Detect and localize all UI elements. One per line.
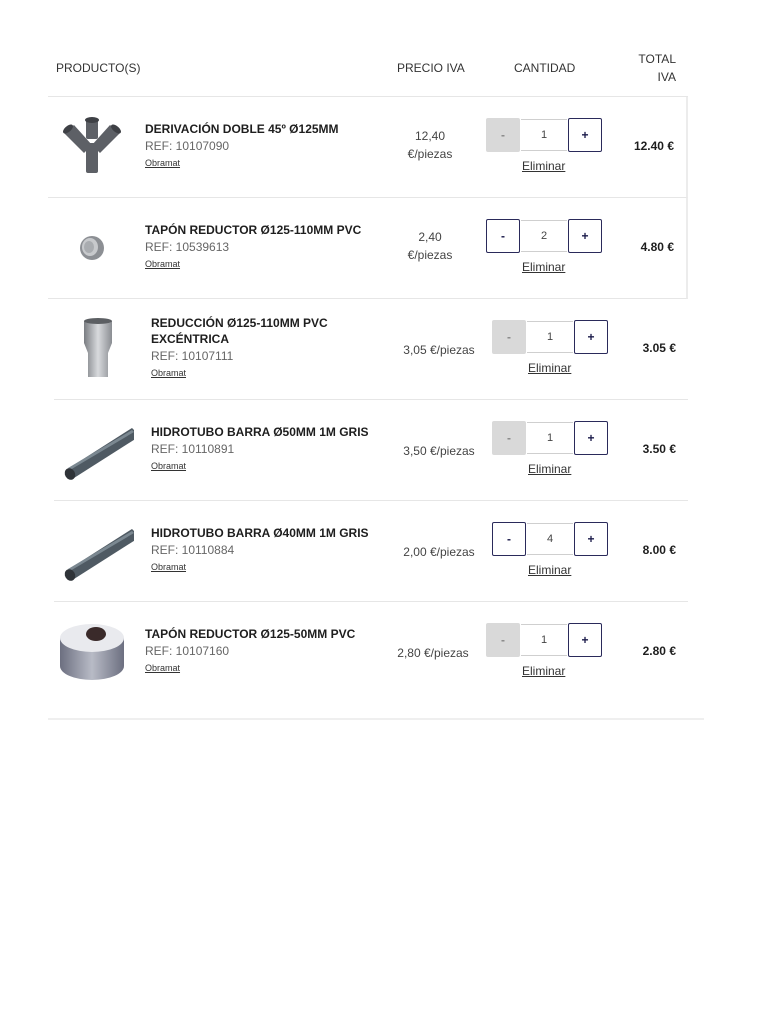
grey-pipe-icon <box>62 519 134 583</box>
brand-link[interactable]: Obramat <box>151 368 187 378</box>
quantity-stepper <box>486 118 602 154</box>
brand-link[interactable]: Obramat <box>145 158 181 168</box>
decrease-button[interactable]: - <box>486 118 520 152</box>
product-info <box>145 222 385 272</box>
product-ref: REF: 10107090 <box>145 139 230 153</box>
unit-price-unit: €/piezas <box>407 147 453 161</box>
table-row <box>48 602 688 702</box>
header-quantity: CANTIDAD <box>514 61 576 75</box>
quantity-input[interactable] <box>521 119 567 151</box>
unit-price-value: 3,50 €/piezas <box>403 444 475 458</box>
header-total <box>616 50 676 86</box>
increase-button[interactable]: + <box>574 421 608 455</box>
quantity-input[interactable] <box>527 523 573 555</box>
line-total: 8.00 € <box>642 543 676 557</box>
increase-button[interactable]: + <box>568 623 602 657</box>
product-name[interactable]: TAPÓN REDUCTOR Ø125-50MM PVC <box>145 627 356 641</box>
table-header <box>48 40 688 97</box>
remove-link[interactable]: Eliminar <box>522 664 566 678</box>
eccentric-reducer-icon <box>62 317 134 381</box>
decrease-button[interactable]: - <box>492 320 526 354</box>
unit-price <box>384 543 494 561</box>
remove-link[interactable]: Eliminar <box>528 462 572 476</box>
remove-link[interactable]: Eliminar <box>522 260 566 274</box>
product-name[interactable]: REDUCCIÓN Ø125-110MM PVC EXCÉNTRICA <box>151 316 328 346</box>
unit-price-unit: €/piezas <box>407 248 453 262</box>
line-total: 12.40 € <box>633 139 674 153</box>
increase-button[interactable]: + <box>574 522 608 556</box>
quantity-stepper <box>492 522 608 558</box>
product-ref: REF: 10107111 <box>151 349 234 363</box>
quantity-stepper <box>486 219 602 255</box>
remove-link[interactable]: Eliminar <box>528 361 572 375</box>
brand-link[interactable]: Obramat <box>145 259 181 269</box>
decrease-button[interactable]: - <box>486 623 520 657</box>
unit-price-value: 3,05 €/piezas <box>403 343 475 357</box>
product-ref: REF: 10107160 <box>145 644 230 658</box>
product-ref: REF: 10110884 <box>151 543 235 557</box>
unit-price <box>384 127 476 163</box>
quantity-input[interactable] <box>527 321 573 353</box>
product-ref: REF: 10539613 <box>145 240 230 254</box>
increase-button[interactable]: + <box>574 320 608 354</box>
remove-link[interactable]: Eliminar <box>522 159 566 173</box>
product-info <box>145 626 385 676</box>
header-total-line1: TOTAL <box>638 52 676 66</box>
unit-price <box>384 341 494 359</box>
product-info <box>151 424 391 474</box>
product-info <box>151 315 391 381</box>
line-total: 2.80 € <box>642 644 676 658</box>
header-product: PRODUCTO(S) <box>56 61 141 75</box>
remove-link[interactable]: Eliminar <box>528 563 572 577</box>
reducer-cap-large-icon <box>56 620 128 684</box>
header-total-line2: IVA <box>657 70 676 84</box>
quantity-stepper <box>486 623 602 659</box>
product-name[interactable]: HIDROTUBO BARRA Ø50MM 1M GRIS <box>151 425 369 439</box>
brand-link[interactable]: Obramat <box>151 461 187 471</box>
table-row <box>48 198 688 299</box>
line-total: 3.50 € <box>642 442 676 456</box>
brand-link[interactable]: Obramat <box>145 663 181 673</box>
table-row <box>54 501 688 602</box>
product-info <box>145 121 385 171</box>
product-name[interactable]: HIDROTUBO BARRA Ø40MM 1M GRIS <box>151 526 369 540</box>
product-name[interactable]: DERIVACIÓN DOBLE 45º Ø125MM <box>145 122 339 136</box>
line-total: 4.80 € <box>640 240 674 254</box>
quantity-input[interactable] <box>521 220 567 252</box>
unit-price-value: 2,00 €/piezas <box>403 545 475 559</box>
line-total: 3.05 € <box>642 341 676 355</box>
quantity-stepper <box>492 421 608 457</box>
product-name[interactable]: TAPÓN REDUCTOR Ø125-110MM PVC <box>145 223 362 237</box>
decrease-button[interactable]: - <box>492 421 526 455</box>
cart-table <box>48 40 688 702</box>
double-branch-pipe-icon <box>56 115 128 179</box>
unit-price-value: 2,80 €/piezas <box>397 646 469 660</box>
reducer-cap-icon <box>56 216 128 280</box>
product-info <box>151 525 391 575</box>
unit-price <box>384 442 494 460</box>
unit-price <box>378 644 488 662</box>
quantity-input[interactable] <box>521 624 567 656</box>
table-bottom-divider <box>48 718 704 720</box>
unit-price-value: 2,40 <box>418 230 442 244</box>
table-row <box>48 97 688 198</box>
increase-button[interactable]: + <box>568 219 602 253</box>
header-price: PRECIO IVA <box>397 61 465 75</box>
brand-link[interactable]: Obramat <box>151 562 187 572</box>
table-row <box>54 400 688 501</box>
increase-button[interactable]: + <box>568 118 602 152</box>
grey-pipe-icon <box>62 418 134 482</box>
unit-price <box>384 228 476 264</box>
product-ref: REF: 10110891 <box>151 442 235 456</box>
decrease-button[interactable]: - <box>492 522 526 556</box>
quantity-input[interactable] <box>527 422 573 454</box>
table-row <box>54 299 688 400</box>
unit-price-value: 12,40 <box>414 129 446 143</box>
quantity-stepper <box>492 320 608 356</box>
decrease-button[interactable]: - <box>486 219 520 253</box>
